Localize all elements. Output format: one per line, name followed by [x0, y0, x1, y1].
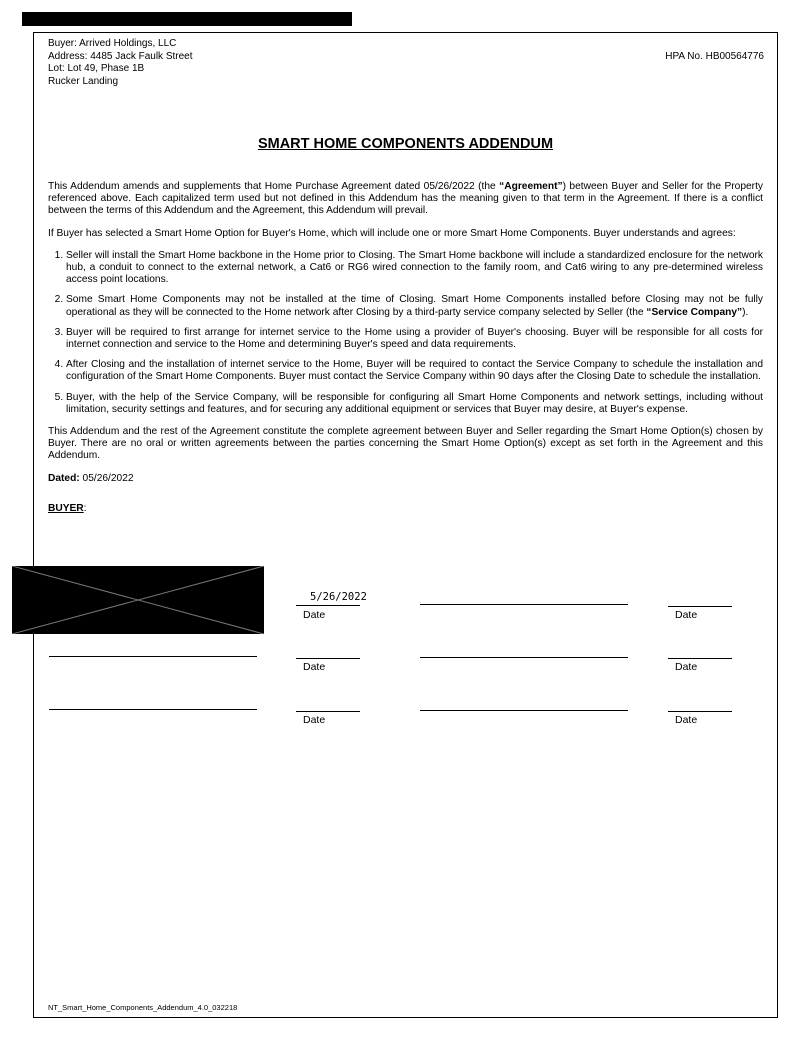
buyer-heading: BUYER:	[48, 502, 87, 514]
term-item-4: 4. After Closing and the installation of internet service to the Home, Buyer will be required to contact the Service Company to schedule the installation and configuration of the Smart Home Components. Buyer must contact the Service Company within 90 days after the Closing Date to schedule the installation.	[66, 359, 763, 383]
date-label-right-3: Date	[675, 714, 698, 726]
document-title: SMART HOME COMPONENTS ADDENDUM	[257, 136, 554, 152]
buyer-name: Buyer: Arrived Holdings, LLC	[48, 38, 177, 49]
redaction-cross-icon	[12, 566, 264, 634]
property-header	[48, 38, 193, 88]
date-line-1	[296, 605, 360, 606]
closing-paragraph: This Addendum and the rest of the Agreement constitute the complete agreement between Buyer and Seller regarding the Smart Home Option(s) chosen by Buyer. There are no oral or written agreements between the parties concerning the Smart Home Option(s) except as set forth in the Agreement and this Addendum.	[48, 426, 763, 462]
addendum-body	[48, 181, 763, 525]
intro-paragraph: This Addendum amends and supplements that Home Purchase Agreement dated 05/26/2022 (the “Agreement”) between Buyer and Seller for the Property referenced above. Each capitalized term used but not defined in this Addendum has the meaning given to that term in the Agreement. If there is a conflict between the terms of this Addendum and the Agreement, this Addendum will prevail.	[48, 181, 763, 217]
date-line-right-1	[668, 606, 732, 607]
service-company-term: “Service Company”	[646, 306, 743, 318]
dated-value: 05/26/2022	[82, 472, 134, 484]
signature-line-right-1	[420, 604, 628, 605]
term-item-3: 3. Buyer will be required to first arrange for internet service to the Home using a provider of Buyer's choosing. Buyer will be responsible for all costs for internet connection and service to the Home and determining Buyer's speed and data requirements.	[66, 327, 763, 351]
selection-paragraph: If Buyer has selected a Smart Home Option for Buyer's Home, which will include one or more Smart Home Components. Buyer understands and agrees:	[48, 227, 736, 239]
agreement-term: “Agreement”	[499, 181, 563, 192]
term-item-2: 2. Some Smart Home Components may not be installed at the time of Closing. Smart Home Components installed before Closing may not be fully operational as they will be connected to the Home network after Closing by a third-party service company selected by Seller (the “Service Company”).	[66, 294, 763, 318]
date-label-right-1: Date	[675, 609, 698, 621]
term-item-5: 5. Buyer, with the help of the Service Company, will be responsible for configuring all Smart Home Components and network settings, including without limitation, security settings and features, and for securing any additional equipment or services that Buyer may desire, at Buyer's expense.	[66, 392, 763, 416]
redacted-signature	[12, 566, 264, 634]
signature-line-right-3	[420, 710, 628, 711]
date-line-3	[296, 711, 360, 712]
dated-label: Dated:	[48, 472, 80, 484]
term-item-1: 1. Seller will install the Smart Home backbone in the Home prior to Closing. The Smart Home backbone will include a standardized enclosure for the network hub, a conduit to connect to the external network, a Cat6 or RG6 wired connection to the family room, and Cat6 wiring to any pre-determined wireless access point locations.	[66, 250, 763, 287]
signature-line-3	[49, 709, 257, 710]
date-label-3: Date	[303, 714, 326, 726]
terms-list	[48, 250, 763, 416]
date-label-1: Date	[303, 609, 326, 621]
hpa-number: HPA No. HB00564776	[665, 51, 764, 62]
dated-row	[48, 473, 763, 485]
redaction-bar-top	[22, 12, 352, 26]
form-id-footer: NT_Smart_Home_Components_Addendum_4.0_032218	[48, 1003, 238, 1012]
signature-date-value: 5/26/2022	[310, 591, 367, 603]
buyer-label: BUYER	[48, 502, 84, 514]
property-address: Address: 4485 Jack Faulk Street	[48, 50, 193, 62]
date-label-2: Date	[303, 661, 326, 673]
date-line-right-3	[668, 711, 732, 712]
date-label-right-2: Date	[675, 661, 698, 673]
lot-info: Lot: Lot 49, Phase 1B	[48, 63, 145, 74]
signature-line-right-2	[420, 657, 628, 658]
date-line-right-2	[668, 658, 732, 659]
date-line-2	[296, 658, 360, 659]
community-name: Rucker Landing	[48, 75, 119, 87]
signature-line-2	[49, 656, 257, 657]
